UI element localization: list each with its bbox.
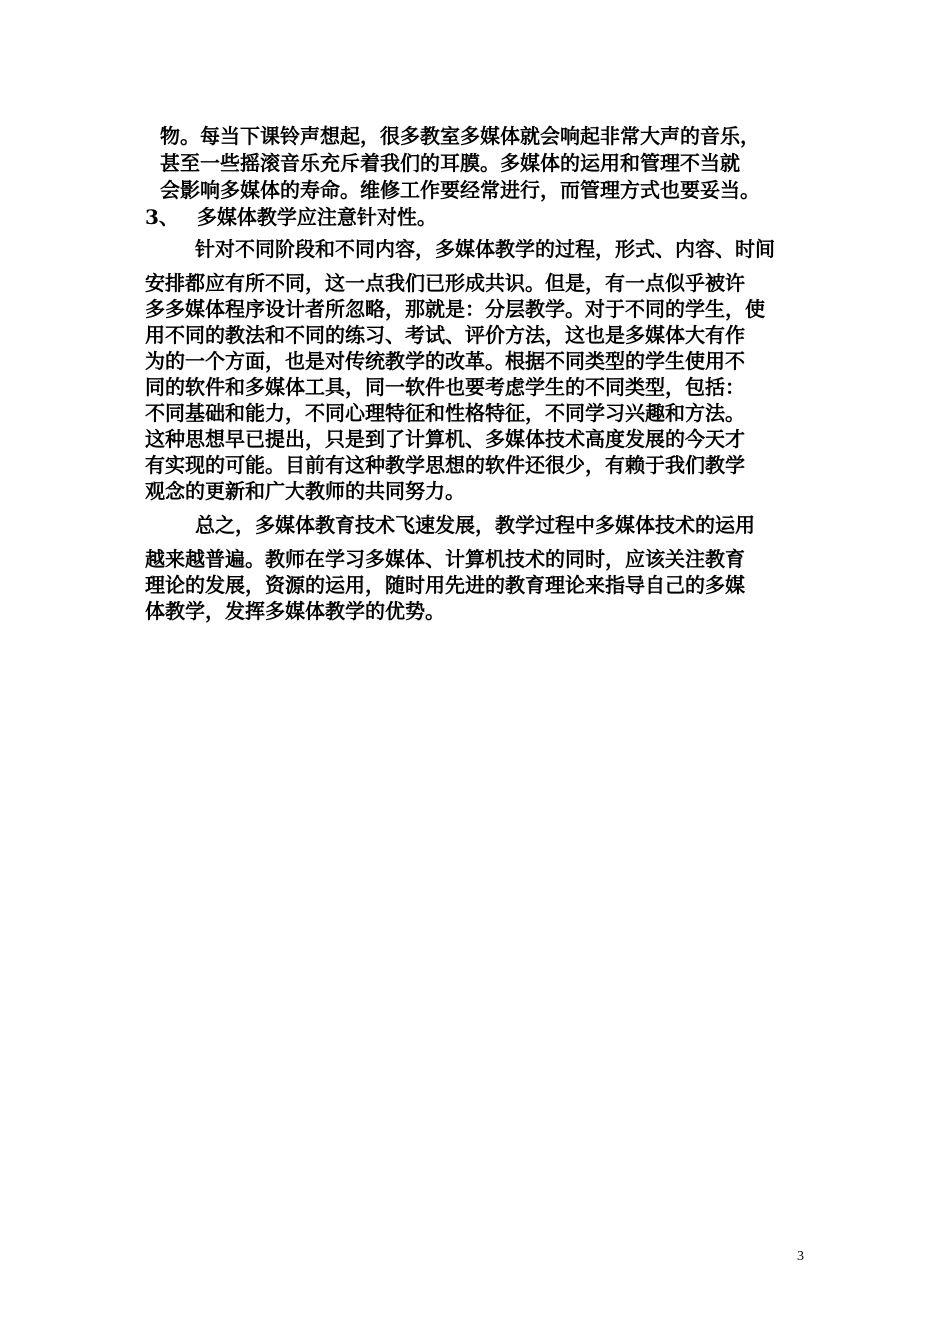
text-line: 安排都应有所不同，这一点我们已形成共识。但是，有一点似乎被许 xyxy=(145,271,745,295)
text-line: 多多媒体程序设计者所忽略，那就是：分层教学。对于不同的学生，使 xyxy=(145,297,765,321)
text-line: 越来越普遍。教师在学习多媒体、计算机技术的同时，应该关注教育 xyxy=(145,547,745,571)
text-line: 体教学，发挥多媒体教学的优势。 xyxy=(145,599,445,623)
text-line: 这种思想早已提出，只是到了计算机、多媒体技术高度发展的今天才 xyxy=(145,427,745,451)
section-title: 多媒体教学应注意针对性。 xyxy=(196,205,437,229)
paragraph-first-line: 针对不同阶段和不同内容，多媒体教学的过程，形式、内容、时间 xyxy=(195,237,775,261)
text-line: 不同基础和能力，不同心理特征和性格特征，不同学习兴趣和方法。 xyxy=(145,401,745,425)
text-line: 为的一个方面，也是对传统教学的改革。根据不同类型的学生使用不 xyxy=(145,349,745,373)
text-line: 甚至一些摇滚音乐充斥着我们的耳膜。多媒体的运用和管理不当就 xyxy=(160,151,740,175)
text-line: 物。每当下课铃声想起，很多教室多媒体就会响起非常大声的音乐， xyxy=(160,124,760,148)
section-heading xyxy=(145,204,437,231)
text-line: 同的软件和多媒体工具，同一软件也要考虑学生的不同类型，包括： xyxy=(145,375,745,399)
text-line: 有实现的可能。目前有这种教学思想的软件还很少，有赖于我们教学 xyxy=(145,453,745,477)
paragraph-first-line: 总之，多媒体教育技术飞速发展，教学过程中多媒体技术的运用 xyxy=(195,513,755,537)
page-number: 3 xyxy=(797,1249,804,1264)
text-line: 用不同的教法和不同的练习、考试、评价方法，这也是多媒体大有作 xyxy=(145,323,745,347)
text-line: 观念的更新和广大教师的共同努力。 xyxy=(145,479,465,503)
text-line: 理论的发展，资源的运用，随时用先进的教育理论来指导自己的多媒 xyxy=(145,573,745,597)
section-number: 3、 xyxy=(145,205,179,229)
text-line: 会影响多媒体的寿命。维修工作要经常进行，而管理方式也要妥当。 xyxy=(160,178,760,202)
